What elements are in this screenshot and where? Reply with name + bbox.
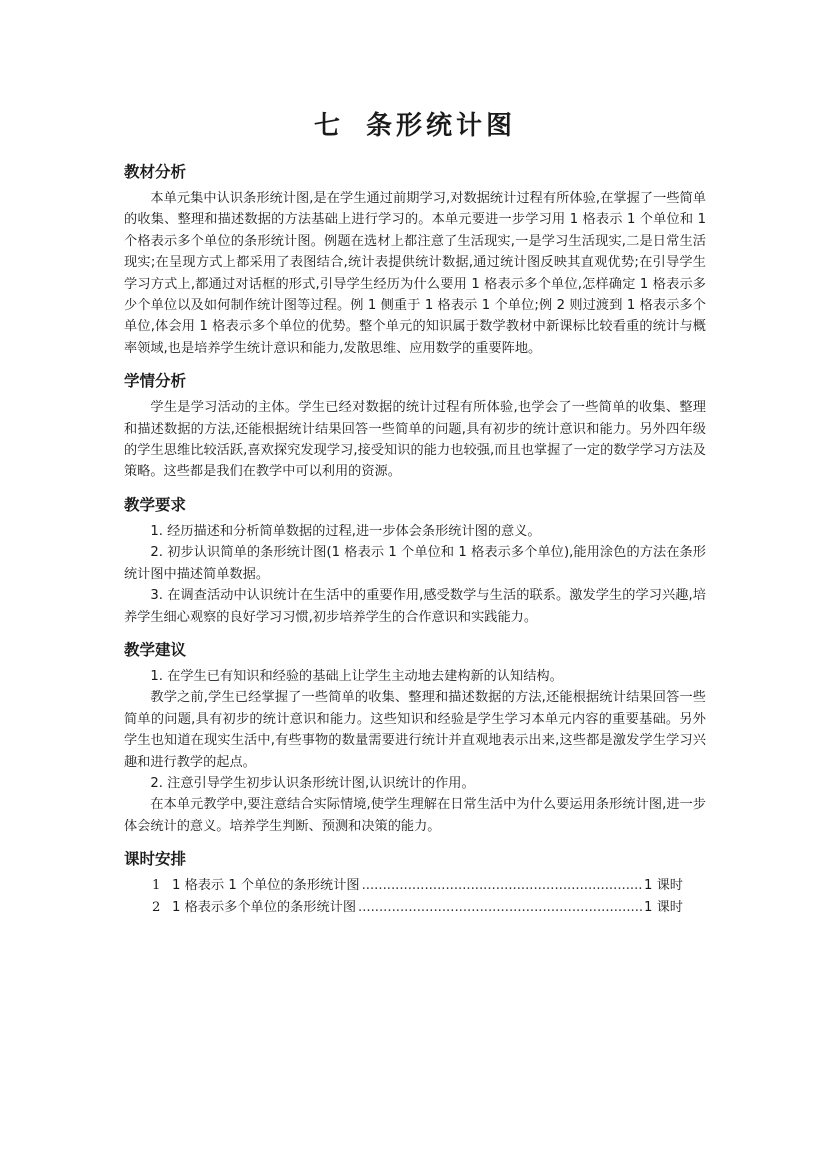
schedule-item-title: 1 格表示多个单位的条形统计图 bbox=[172, 899, 357, 915]
paragraph: 本单元集中认识条形统计图,是在学生通过前期学习,对数据统计过程有所体验,在掌握了一些简单的收集、整理和描述数据的方法基础上进行学习的。本单元要进一步学习用 1 格表示 1 个单位和 1 个格表示多个单位的条形统计图。例题在选材上都注意了生活现实,一是学习生活现实,二是日常生活现实;在呈现方式上都采用了表图结合,统计表提供统计数据,通过统计图反映其直观优势;在引导学生学习方式上,都通过对话框的形式,引导学生经历为什么要用 1 格表示多个单位,怎样确定 1 格表示多少个单位以及如何制作统计图等过程。例 1 侧重于 1 格表示 1 个单位;例 2 则过渡到 1 格表示多个单位,体会用 1 格表示多个单位的优势。整个单元的知识属于数学教材中新课标比较看重的统计与概率领域,也是培养学生统计意识和能力,发散思维、应用数学的重要阵地。 bbox=[124, 191, 706, 356]
paragraph: 在本单元教学中,要注意结合实际情境,使学生理解在日常生活中为什么要运用条形统计图,进一步体会统计的意义。培养学生判断、预测和决策的能力。 bbox=[124, 797, 706, 834]
paragraph: 教学之前,学生已经掌握了一些简单的收集、整理和描述数据的方法,还能根据统计结果回答一些简单的问题,具有初步的统计意识和能力。这些知识和经验是学生学习本单元内容的重要基础。另外学生也知道在现实生活中,有些事物的数量需要进行统计并直观地表示出来,这些都是激发学生学习兴趣和进行教学的起点。 bbox=[124, 690, 706, 770]
schedule-item-number: 2 bbox=[152, 899, 161, 915]
dot-leader bbox=[358, 897, 642, 918]
document-page bbox=[124, 106, 706, 918]
list-item: 2. 初步认识简单的条形统计图(1 格表示 1 个单位和 1 格表示多个单位),能用涂色的方法在条形统计图中描述简单数据。 bbox=[124, 545, 706, 582]
section-teaching-suggestions bbox=[124, 638, 706, 837]
schedule-item-hours: 1 课时 bbox=[644, 899, 683, 915]
schedule-item bbox=[124, 897, 683, 918]
schedule-item-hours: 1 课时 bbox=[644, 878, 683, 894]
page-title bbox=[124, 106, 706, 146]
section-textbook-analysis bbox=[124, 160, 706, 359]
section-student-analysis bbox=[124, 369, 706, 483]
section-teaching-requirements bbox=[124, 493, 706, 628]
chapter-title: 条形统计图 bbox=[366, 111, 517, 141]
section-heading: 教学要求 bbox=[124, 495, 187, 514]
section-schedule bbox=[124, 847, 706, 918]
section-heading: 学情分析 bbox=[124, 372, 187, 391]
schedule-item-number: 1 bbox=[152, 878, 161, 894]
list-item: 3. 在调查活动中认识统计在生活中的重要作用,感受数学与生活的联系。激发学生的学习兴趣,培养学生细心观察的良好学习习惯,初步培养学生的合作意识和实践能力。 bbox=[124, 588, 706, 625]
list-item: 1. 在学生已有知识和经验的基础上让学生主动地去建构新的认知结构。 bbox=[150, 668, 563, 684]
list-item: 1. 经历描述和分析简单数据的过程,进一步体会条形统计图的意义。 bbox=[150, 523, 541, 539]
schedule-item bbox=[124, 875, 683, 896]
section-heading: 教学建议 bbox=[124, 640, 187, 659]
paragraph: 学生是学习活动的主体。学生已经对数据的统计过程有所体验,也学会了一些简单的收集、整理和描述数据的方法,还能根据统计结果回答一些简单的问题,具有初步的统计意识和能力。另外四年级的学生思维比较活跃,喜欢探究发现学习,接受知识的能力也较强,而且也掌握了一定的数学学习方法及策略。这些都是我们在教学中可以利用的资源。 bbox=[124, 400, 706, 480]
schedule-item-title: 1 格表示 1 个单位的条形统计图 bbox=[172, 878, 360, 894]
chapter-number: 七 bbox=[313, 111, 344, 141]
dot-leader bbox=[362, 875, 642, 896]
section-heading: 课时安排 bbox=[124, 850, 187, 869]
schedule-list bbox=[124, 875, 706, 918]
section-heading: 教材分析 bbox=[124, 163, 187, 181]
list-item: 2. 注意引导学生初步认识条形统计图,认识统计的作用。 bbox=[150, 775, 475, 791]
